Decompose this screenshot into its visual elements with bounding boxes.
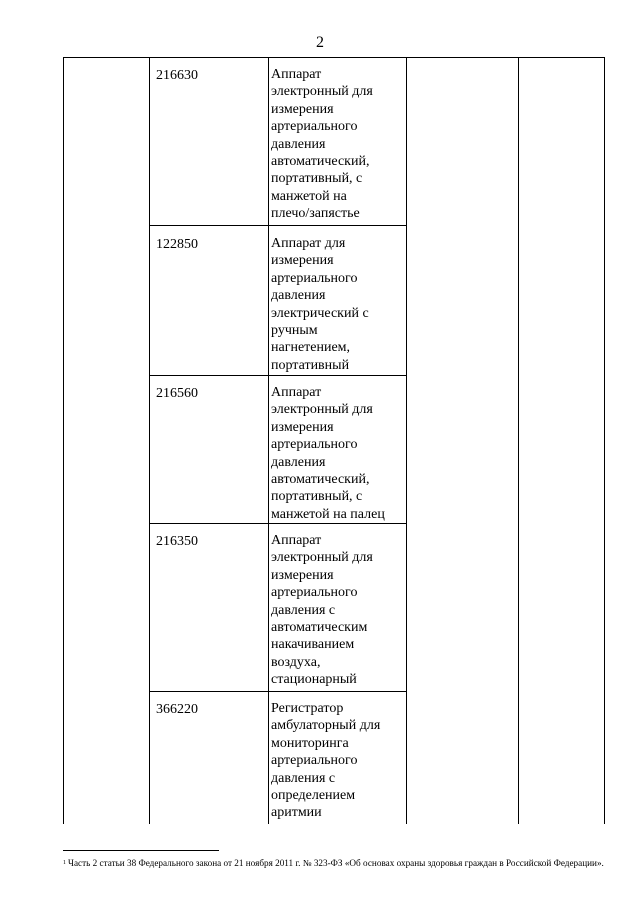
- device-code: 216350: [156, 534, 198, 549]
- footnote-separator: [63, 850, 219, 851]
- footnote-marker: 1: [63, 860, 66, 866]
- footnote-text: Часть 2 статьи 38 Федерального закона от 21 ноября 2011 г. № 323-ФЗ «Об основах охраны здоровья граждан в Российской Федерации».: [68, 858, 604, 868]
- device-code: 216630: [156, 68, 198, 83]
- table-column-divider: [518, 57, 519, 824]
- page-number: 2: [316, 34, 324, 51]
- device-name: Аппарат электронный для измерения артериального давления с автоматическим накачиванием воздуха, стационарный: [271, 533, 373, 688]
- device-name: Регистратор амбулаторный для мониторинга артериального давления с определением аритмии: [271, 701, 381, 821]
- device-name: Аппарат электронный для измерения артериального давления автоматический, портативный, с манжетой на палец: [271, 385, 385, 522]
- device-code: 122850: [156, 237, 198, 252]
- footnote: [63, 857, 611, 870]
- device-code: 366220: [156, 702, 198, 717]
- device-name: Аппарат для измерения артериального давления электрический с ручным нагнетением, портативный: [271, 236, 369, 373]
- device-code: 216560: [156, 386, 198, 401]
- device-name: Аппарат электронный для измерения артериального давления автоматический, портативный, с манжетой на плечо/запястье: [271, 67, 373, 222]
